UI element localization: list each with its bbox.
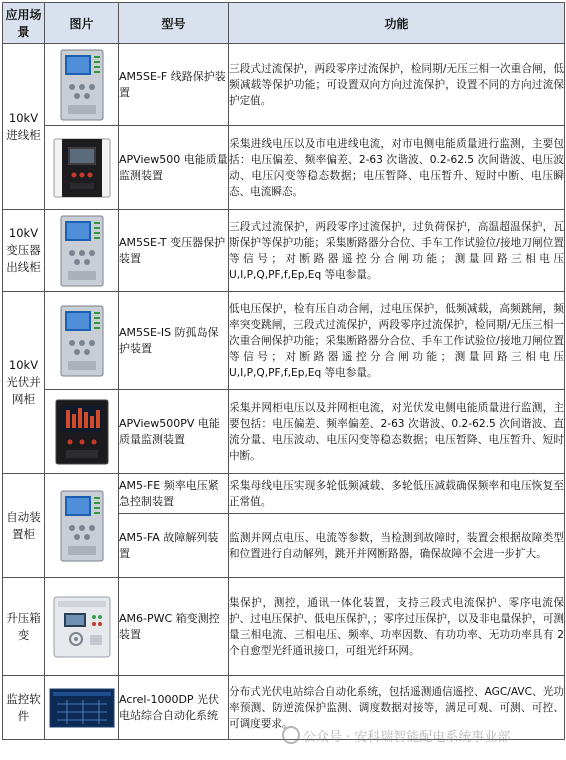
header-model: 型号 xyxy=(119,3,229,44)
model-cell: APView500PV 电能质量监测装置 xyxy=(119,390,229,474)
model-cell: AM5-FE 频率电压紧急控制装置 xyxy=(119,474,229,514)
table-row xyxy=(3,474,565,514)
product-table xyxy=(2,2,565,740)
function-cell: 低电压保护，检有压自动合闸，过电压保护，低频减载，高频跳闸，频率突变跳闸，三段式过流保护，两段零序过流保护，检同期/无压三相一次重合闸保护功能；采集断路器分合位、手车工作试验位/接地刀闸位置等信号；对断路器遥控分合闸功能；测量回路三相电压 U,I,P,Q,PF,f,Ep,Eq 等电参量。 xyxy=(229,292,565,390)
table-row xyxy=(3,44,565,126)
relay-device-icon xyxy=(60,49,104,121)
device-image-am6-pwc xyxy=(45,578,119,676)
function-cell: 采集并网柜电压以及并网柜电流，对光伏发电侧电能质量进行监测，主要包括：电压偏差、频率偏差、2-63 次谐波、0.2-62.5 次间谐波、直流分量、电压波动、电压闪变等稳态数据；电压暂降、电压暂升、短时中断。 xyxy=(229,390,565,474)
function-cell: 集保护，测控，通讯一体化装置，支持三段式电流保护、零序电流保护、过电压保护、低电压保护，；零序过压保护，以及非电量保护，可测量三相电流、三相电压、频率、功率因数、有功功率、无功功率具有 2 个自愈型光纤通讯接口，可组光纤环网。 xyxy=(229,578,565,676)
model-cell: AM5SE-T 变压器保护装置 xyxy=(119,210,229,292)
table-row xyxy=(3,126,565,210)
table-row xyxy=(3,292,565,390)
power-quality-meter-icon xyxy=(52,135,112,201)
model-cell: APView500 电能质量监测装置 xyxy=(119,126,229,210)
scene-cell: 升压箱变 xyxy=(3,578,45,676)
scene-cell: 10kV 光伏并网柜 xyxy=(3,292,45,474)
device-image-am5-fe-fa xyxy=(45,474,119,578)
table-row xyxy=(3,210,565,292)
relay-device-icon xyxy=(60,490,104,562)
table-row xyxy=(3,390,565,474)
pv-quality-meter-icon xyxy=(54,398,110,466)
device-image-am5se-f xyxy=(45,44,119,126)
table-header-row xyxy=(3,3,565,44)
device-image-acrel-1000dp xyxy=(45,676,119,740)
header-function: 功能 xyxy=(229,3,565,44)
function-cell: 采集进线电压以及市电进线电流，对市电侧电能质量进行监测，主要包括：电压偏差、频率偏差、2-63 次谐波、0.2-62.5 次间谐波、电压波动、电压闪变等稳态数据；电压暂降、电压暂升、短时中断、电压瞬态、电流瞬态。 xyxy=(229,126,565,210)
watermark xyxy=(282,726,552,748)
relay-device-icon xyxy=(60,305,104,377)
scene-cell: 自动装置柜 xyxy=(3,474,45,578)
header-scene: 应用场景 xyxy=(3,3,45,44)
device-image-apview500pv xyxy=(45,390,119,474)
scene-cell: 10kV 进线柜 xyxy=(3,44,45,210)
table-row xyxy=(3,578,565,676)
header-image: 图片 xyxy=(45,3,119,44)
device-image-apview500 xyxy=(45,126,119,210)
relay-device-icon xyxy=(60,215,104,287)
scene-cell: 10kV 变压器出线柜 xyxy=(3,210,45,292)
model-cell: Acrel-1000DP 光伏电站综合自动化系统 xyxy=(119,676,229,740)
model-cell: AM5-FA 故障解列装置 xyxy=(119,514,229,578)
function-cell: 采集母线电压实现多轮低频减载、多轮低压减载确保频率和电压恢复至正常值。 xyxy=(229,474,565,514)
function-cell: 三段式过流保护，两段零序过流保护，过负荷保护，高温超温保护，瓦斯保护等保护功能；采集断路器分合位、手车工作试验位/接地刀闸位置等信号；对断路器遥控分合闸功能；测量回路三相电压 U,I,P,Q,PF,f,Ep,Eq 等电参量。 xyxy=(229,210,565,292)
model-cell: AM5SE-IS 防孤岛保护装置 xyxy=(119,292,229,390)
wechat-icon xyxy=(282,726,300,744)
device-image-am5se-is xyxy=(45,292,119,390)
device-image-am5se-t xyxy=(45,210,119,292)
function-cell: 分布式光伏电站综合自动化系统，包括遥测通信遥控、AGC/AVC、光功率预测、防逆流保护监测、调度数据对接等，满足可观、可测、可控、可调度要求。 xyxy=(229,676,565,740)
model-cell: AM6-PWC 箱变测控装置 xyxy=(119,578,229,676)
model-cell: AM5SE-F 线路保护装置 xyxy=(119,44,229,126)
function-cell: 三段式过流保护，两段零序过流保护，检同期/无压三相一次重合闸，低频减载等保护功能；可设置双向方向过流保护，设置不同的方向过流保护定值。 xyxy=(229,44,565,126)
watermark-text: 公众号 · 安科瑞智能配电系统事业部 xyxy=(303,730,511,745)
box-transformer-controller-icon xyxy=(52,595,112,659)
scene-cell: 监控软件 xyxy=(3,676,45,740)
function-cell: 监测并网点电压、电流等参数，当检测到故障时，装置会根据故障类型和位置进行自动解列，跳开并网断路器，确保故障不会进一步扩大。 xyxy=(229,514,565,578)
monitoring-software-screen-icon xyxy=(49,688,115,728)
